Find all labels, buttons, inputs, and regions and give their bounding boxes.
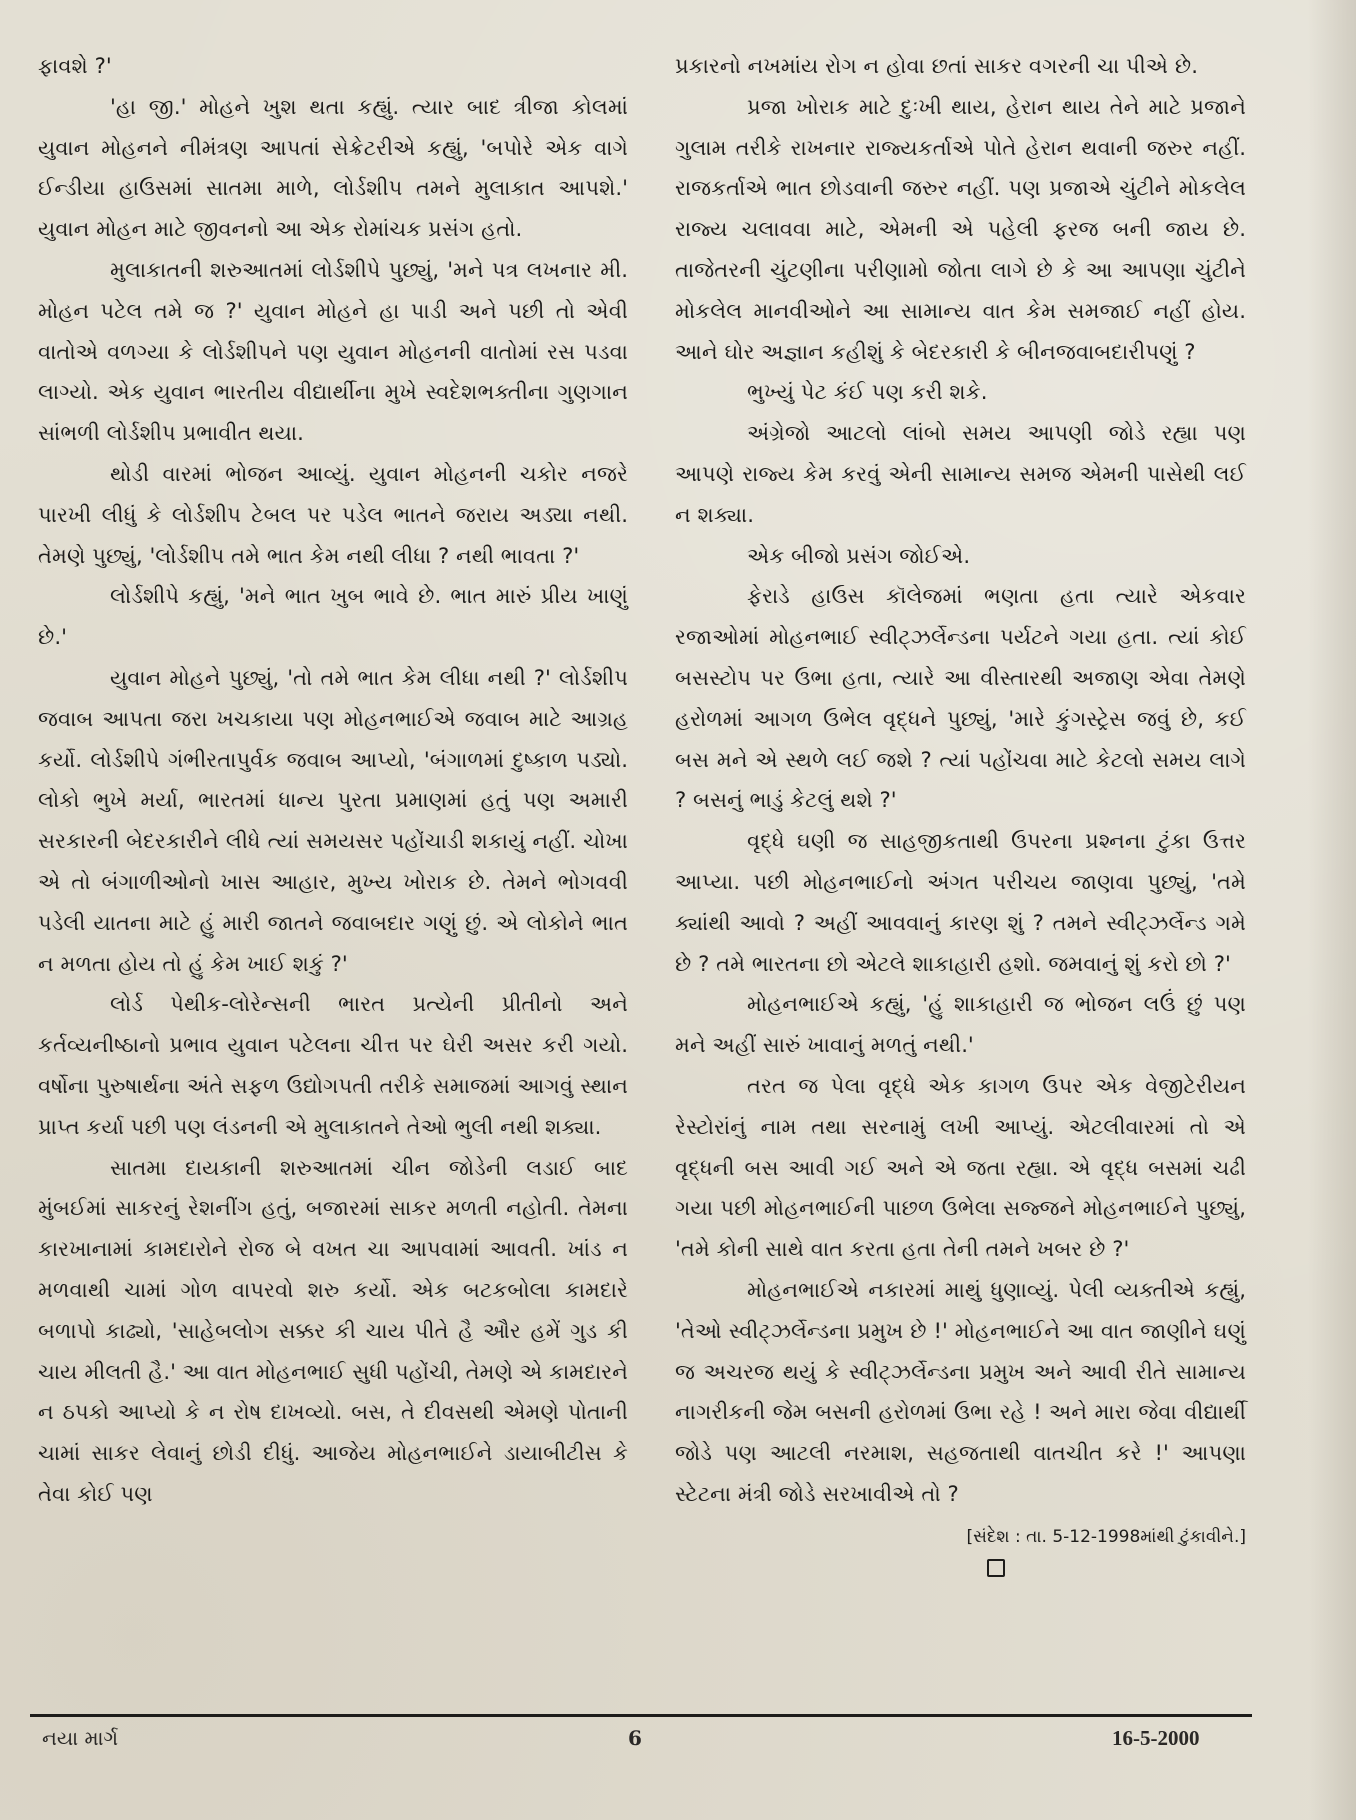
- page-edge-shadow: [1308, 0, 1356, 1820]
- paragraph: લોર્ડશીપે કહ્યું, 'મને ભાત ખુબ ભાવે છે. ભાત મારું પ્રીય ખાણું છે.': [38, 583, 628, 650]
- paragraph: મોહનભાઈએ કહ્યું, 'હું શાકાહારી જ ભોજન લઉં છું પણ મને અહીં સારું ખાવાનું મળતું નથી.': [675, 991, 1246, 1058]
- paragraph: સાતમા દાયકાની શરુઆતમાં ચીન જોડેની લડાઈ બાદ મુંબઈમાં સાકરનું રેશનીંગ હતું, બજારમાં સાકર મળતી નહોતી. તેમના કારખાનામાં કામદારોને રોજ બે વખત ચા આપવામાં આવતી. ખાંડ ન મળવાથી ચામાં ગોળ વાપરવો શરુ કર્યો. એક બટકબોલા કામદારે બળાપો કાઢ્યો, 'સાહેબલોગ સક્કર કી ચાય પીતે હૈ ઔર હમેં ગુડ કી ચાય મીલતી હૈ.' આ વાત મોહનભાઈ સુધી પહોંચી, તેમણે એ કામદારને ન ઠપકો આપ્યો કે ન રોષ દાખવ્યો. બસ, તે દીવસથી એમણે પોતાની ચામાં સાકર લેવાનું છોડી દીધું. આજેય મોહનભાઈને ડાયાબીટીસ કે તેવા કોઈ પણ: [38, 1154, 628, 1506]
- footer-date: 16-5-2000: [1112, 1726, 1200, 1750]
- footer-page-number: 6: [628, 1726, 642, 1750]
- paragraph: અંગ્રેજો આટલો લાંબો સમય આપણી જોડે રહ્યા પણ આપણે રાજ્ય કેમ કરવું એની સામાન્ય સમજ એમની પાસેથી લઈ ન શક્યા.: [675, 420, 1246, 527]
- paragraph: ફાવશે ?': [38, 53, 112, 78]
- paragraph: મુલાકાતની શરુઆતમાં લોર્ડશીપે પુછ્યું, 'મને પત્ર લખનાર મી. મોહન પટેલ તમે જ ?' યુવાન મોહને હા પાડી અને પછી તો એવી વાતોએ વળગ્યા કે લોર્ડશીપને પણ યુવાન મોહનની વાતોમાં રસ પડવા લાગ્યો. એક યુવાન ભારતીય વીદ્યાર્થીના મુખે સ્વદેશભક્તીના ગુણગાન સાંભળી લોર્ડશીપ પ્રભાવીત થયા.: [38, 256, 628, 446]
- paragraph: પ્રકારનો નખમાંય રોગ ન હોવા છતાં સાકર વગરની ચા પીએ છે.: [675, 53, 1199, 78]
- paragraph: થોડી વારમાં ભોજન આવ્યું. યુવાન મોહનની ચકોર નજરે પારખી લીધું કે લોર્ડશીપ ટેબલ પર પડેલ ભાતને જરાય અડ્યા નથી. તેમણે પુછ્યું, 'લોર્ડશીપ તમે ભાત કેમ નથી લીધા ? નથી ભાવતા ?': [38, 460, 628, 568]
- paragraph: લોર્ડ પેથીક-લોરેન્સની ભારત પ્રત્યેની પ્રીતીનો અને કર્તવ્યનીષ્ઠાનો પ્રભાવ યુવાન પટેલના ચીત્ત પર ઘેરી અસર કરી ગયો. વર્ષોના પુરુષાર્થના અંતે સફળ ઉદ્યોગપતી તરીકે સમાજમાં આગવું સ્થાન પ્રાપ્ત કર્યા પછી પણ લંડનની એ મુલાકાતને તેઓ ભુલી નથી શક્યા.: [38, 991, 628, 1139]
- right-column: [675, 46, 1246, 1577]
- paragraph: તરત જ પેલા વૃદ્ધે એક કાગળ ઉપર એક વેજીટેરીયન રેસ્ટોરાંનું નામ તથા સરનામું લખી આપ્યું. એટલીવારમાં તો એ વૃદ્ધની બસ આવી ગઈ અને એ જતા રહ્યા. એ વૃદ્ધ બસમાં ચઢી ગયા પછી મોહનભાઈની પાછળ ઉભેલા સજ્જને મોહનભાઈને પુછ્યું, 'તમે કોની સાથે વાત કરતા હતા તેની તમને ખબર છે ?': [675, 1072, 1246, 1262]
- paragraph: વૃદ્ધે ઘણી જ સાહજીકતાથી ઉપરના પ્રશ્નના ટુંકા ઉત્તર આપ્યા. પછી મોહનભાઈનો અંગત પરીચય જાણવા પુછ્યું, 'તમે ક્યાંથી આવો ? અહીં આવવાનું કારણ શું ? તમને સ્વીટ્ઝર્લેન્ડ ગમે છે ? તમે ભારતના છો એટલે શાકાહારી હશો. જમવાનું શું કરો છો ?': [675, 828, 1246, 976]
- paragraph: ફેરાડે હાઉસ કૉલેજમાં ભણતા હતા ત્યારે એકવાર રજાઓમાં મોહનભાઈ સ્વીટ્ઝર્લેન્ડના પર્યટને ગયા હતા. ત્યાં કોઈ બસસ્ટોપ પર ઉભા હતા, ત્યારે આ વીસ્તારથી અજાણ એવા તેમણે હરોળમાં આગળ ઉભેલ વૃદ્ધને પુછ્યું, 'મારે કુંગસ્ટ્રેસ જવું છે, કઈ બસ મને એ સ્થળે લઈ જશે ? ત્યાં પહોંચવા માટે કેટલો સમય લાગે ? બસનું ભાડું કેટલું થશે ?': [675, 583, 1246, 813]
- paragraph: મોહનભાઈએ નકારમાં માથું ધુણાવ્યું. પેલી વ્યક્તીએ કહ્યું, 'તેઓ સ્વીટ્ઝર્લેન્ડના પ્રમુખ છે !' મોહનભાઈને આ વાત જાણીને ઘણું જ અચરજ થયું કે સ્વીટ્ઝર્લેન્ડના પ્રમુખ અને આવી રીતે સામાન્ય નાગરીકની જેમ બસની હરોળમાં ઉભા રહે ! અને મારા જેવા વીદ્યાર્થી જોડે પણ આટલી નરમાશ, સહજતાથી વાતચીત કરે !' આપણા સ્ટેટના મંત્રી જોડે સરખાવીએ તો ?: [675, 1276, 1246, 1506]
- end-of-article-square-icon: [987, 1559, 1005, 1577]
- paragraph: એક બીજો પ્રસંગ જોઈએ.: [747, 542, 971, 568]
- footer-divider: [30, 1714, 1252, 1717]
- paragraph: પ્રજા ખોરાક માટે દુઃખી થાય, હેરાન થાય તેને માટે પ્રજાને ગુલામ તરીકે રાખનાર રાજ્યકર્તાએ પોતે હેરાન થવાની જરુર નહીં. રાજકર્તાએ ભાત છોડવાની જરુર નહીં. પણ પ્રજાએ ચુંટીને મોકલેલ રાજ્ય ચલાવવા માટે, એમની એ પહેલી ફરજ બની જાય છે. તાજેતરની ચુંટણીના પરીણામો જોતા લાગે છે કે આ આપણા ચુંટીને મોકલેલ માનવીઓને આ સામાન્ય વાત કેમ સમજાઈ નહીં હોય. આને ઘોર અજ્ઞાન કહીશું કે બેદરકારી કે બીનજવાબદારીપણું ?: [675, 93, 1246, 364]
- paragraph: ભુખ્યું પેટ કંઈ પણ કરી શકે.: [747, 379, 988, 405]
- left-column: [38, 46, 628, 1515]
- paragraph: 'હા જી.' મોહને ખુશ થતા કહ્યું. ત્યાર બાદ ત્રીજા કોલમાં યુવાન મોહનને નીમંત્રણ આપતાં સેક્રેટરીએ કહ્યું, 'બપોરે એક વાગે ઈન્ડીયા હાઉસમાં સાતમા માળે, લોર્ડશીપ તમને મુલાકાત આપશે.' યુવાન મોહન માટે જીવનનો આ એક રોમાંચક પ્રસંગ હતો.: [38, 93, 628, 242]
- source-citation: [સંદેશ : તા. 5-12-1998માંથી ટુંકાવીને.]: [966, 1526, 1246, 1547]
- paragraph: યુવાન મોહને પુછ્યું, 'તો તમે ભાત કેમ લીધા નથી ?' લોર્ડશીપ જવાબ આપતા જરા ખચકાયા પણ મોહનભાઈએ જવાબ માટે આગ્રહ કર્યો. લોર્ડશીપે ગંભીરતાપુર્વક જવાબ આપ્યો, 'બંગાળમાં દુષ્કાળ પડ્યો. લોકો ભુખે મર્યા, ભારતમાં ધાન્ય પુરતા પ્રમાણમાં હતું પણ અમારી સરકારની બેદરકારીને લીધે ત્યાં સમયસર પહોંચાડી શકાયું નહીં. ચોખા એ તો બંગાળીઓનો ખાસ આહાર, મુખ્ય ખોરાક છે. તેમને ભોગવવી પડેલી યાતના માટે હું મારી જાતને જવાબદાર ગણું છું. એ લોકોને ભાત ન મળતા હોય તો હું કેમ ખાઈ શકું ?': [38, 664, 628, 976]
- footer-publication-name: નયા માર્ગ: [42, 1726, 119, 1750]
